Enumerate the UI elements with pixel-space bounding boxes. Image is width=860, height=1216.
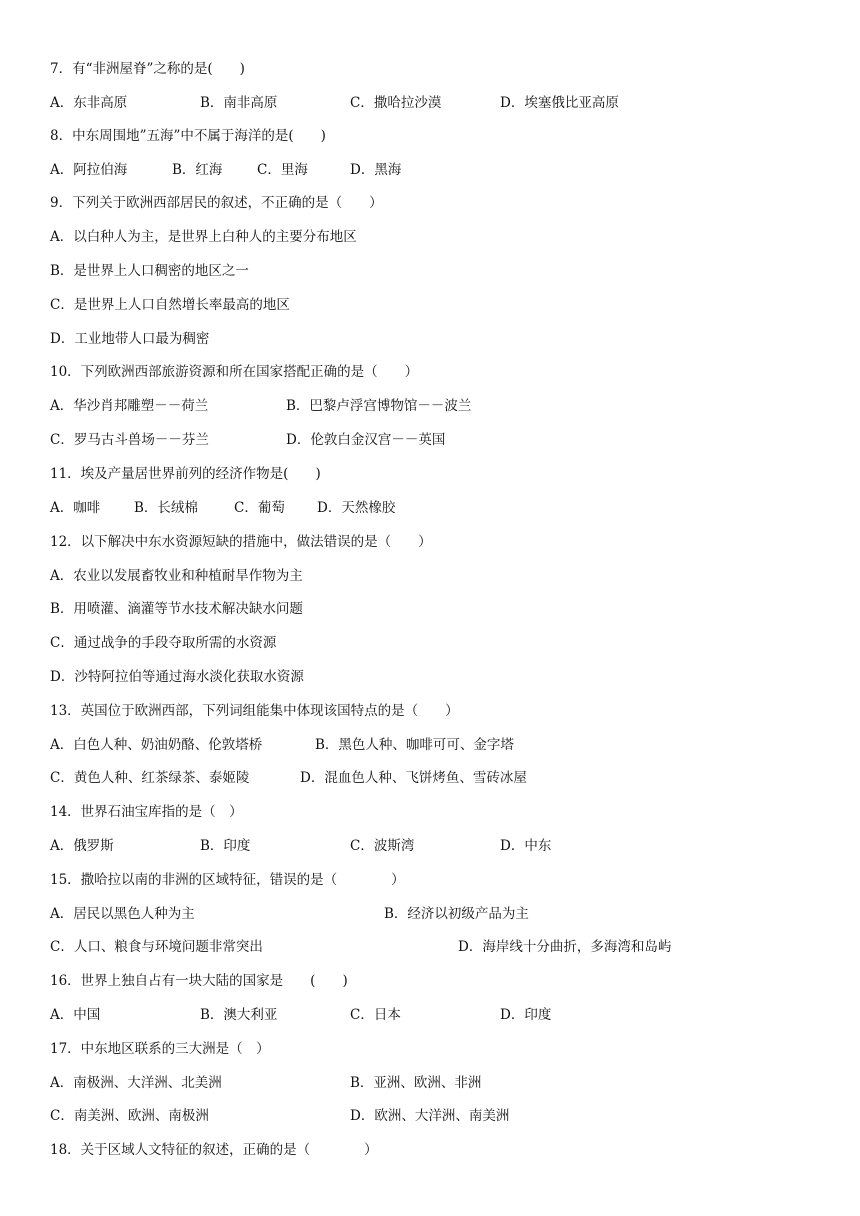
option-a: A．白色人种、奶油奶酪、伦敦塔桥: [50, 737, 263, 753]
question-stem: 7．有“非洲屋脊”之称的是( ): [50, 61, 245, 77]
options-row: [50, 735, 810, 755]
options-row: [50, 396, 810, 416]
option-a: A．咖啡: [50, 500, 101, 516]
option-a: A．华沙肖邦雕塑－－荷兰: [50, 398, 209, 414]
options-row: [50, 836, 810, 856]
question-stem: 17．中东地区联系的三大洲是（ ）: [50, 1041, 270, 1057]
option-a: A．东非高原: [50, 95, 128, 111]
question-stem: 11．埃及产量居世界前列的经济作物是( ): [50, 466, 321, 482]
question-stem: 13．英国位于欧洲西部，下列词组能集中体现该国特点的是（ ）: [50, 703, 459, 719]
option-b: B．红海: [172, 162, 223, 178]
option-a: A．农业以发展畜牧业和种植耐旱作物为主: [50, 568, 303, 584]
option-a: A．中国: [50, 1007, 101, 1023]
question-stem: 14．世界石油宝库指的是（ ）: [50, 804, 243, 820]
option-d: D．黑海: [350, 162, 402, 178]
option-d: D．印度: [500, 1007, 552, 1023]
option-c: C．葡萄: [234, 500, 285, 516]
question-stem: 10．下列欧洲西部旅游资源和所在国家搭配正确的是（ ）: [50, 364, 419, 380]
option-c: C．通过战争的手段夺取所需的水资源: [50, 635, 277, 651]
options-row: [50, 93, 810, 113]
option-c: C．波斯湾: [350, 838, 415, 854]
option-b: B．印度: [200, 838, 251, 854]
option-b: B．是世界上人口稠密的地区之一: [50, 263, 249, 279]
option-b: B．经济以初级产品为主: [384, 906, 529, 922]
option-d: D．中东: [500, 838, 552, 854]
option-d: D．海岸线十分曲折，多海湾和岛屿: [458, 939, 672, 955]
question-stem: 8．中东周围地”五海”中不属于海洋的是( ): [50, 128, 326, 144]
option-a: A．居民以黑色人种为主: [50, 906, 195, 922]
question-stem: 18．关于区域人文特征的叙述，正确的是（ ）: [50, 1142, 378, 1158]
option-d: D．工业地带人口最为稠密: [50, 331, 210, 347]
options-row: [50, 1005, 810, 1025]
options-row: [50, 1106, 810, 1126]
option-c: C．罗马古斗兽场－－芬兰: [50, 432, 209, 448]
question-stem: 12．以下解决中东水资源短缺的措施中，做法错误的是（ ）: [50, 534, 432, 550]
option-c: C．黄色人种、红茶绿茶、泰姬陵: [50, 770, 250, 786]
option-c: C．南美洲、欧洲、南极洲: [50, 1108, 209, 1124]
option-d: D．埃塞俄比亚高原: [500, 95, 619, 111]
option-a: A．以白种人为主，是世界上白种人的主要分布地区: [50, 229, 357, 245]
option-d: D．欧洲、大洋洲、南美洲: [350, 1108, 510, 1124]
option-b: B．巴黎卢浮宫博物馆－－波兰: [286, 398, 472, 414]
option-b: B．黑色人种、咖啡可可、金字塔: [315, 737, 514, 753]
options-row: [50, 768, 810, 788]
option-a: A．俄罗斯: [50, 838, 114, 854]
option-a: A．南极洲、大洋洲、北美洲: [50, 1075, 222, 1091]
option-c: C．是世界上人口自然增长率最高的地区: [50, 297, 290, 313]
options-row: [50, 160, 810, 180]
option-c: C．里海: [257, 162, 308, 178]
option-a: A．阿拉伯海: [50, 162, 128, 178]
option-c: C．日本: [350, 1007, 401, 1023]
options-row: [50, 498, 810, 518]
options-row: [50, 430, 810, 450]
option-c: C．撒哈拉沙漠: [350, 95, 442, 111]
question-stem: 16．世界上独自占有一块大陆的国家是 ( ): [50, 973, 348, 989]
option-d: D．天然橡胶: [317, 500, 396, 516]
option-d: D．沙特阿拉伯等通过海水淡化获取水资源: [50, 669, 304, 685]
option-b: B．南非高原: [200, 95, 278, 111]
options-row: [50, 904, 810, 924]
option-b: B．长绒棉: [134, 500, 198, 516]
option-d: D．混血色人种、飞饼烤鱼、雪砖冰屋: [300, 770, 527, 786]
option-b: B．用喷灌、滴灌等节水技术解决缺水问题: [50, 601, 303, 617]
option-d: D．伦敦白金汉宫－－英国: [286, 432, 446, 448]
option-b: B．亚洲、欧洲、非洲: [350, 1075, 482, 1091]
question-stem: 15．撒哈拉以南的非洲的区域特征，错误的是（ ）: [50, 872, 405, 888]
options-row: [50, 937, 810, 957]
option-b: B．澳大利亚: [200, 1007, 278, 1023]
question-stem: 9．下列关于欧洲西部居民的叙述，不正确的是（ ）: [50, 195, 383, 211]
options-row: [50, 1073, 810, 1093]
option-c: C．人口、粮食与环境问题非常突出: [50, 939, 263, 955]
